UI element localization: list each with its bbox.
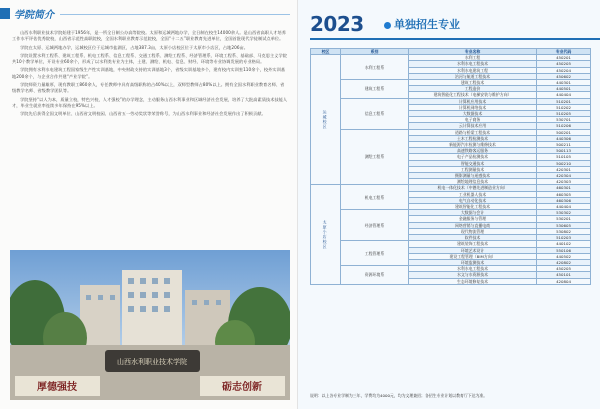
major-code-cell: 530701 (537, 117, 591, 123)
major-code-cell: 420804 (537, 278, 591, 284)
major-code-cell: 500201 (537, 129, 591, 135)
major-code-cell: 450201 (537, 55, 591, 61)
major-code-cell: 450204 (537, 67, 591, 73)
intro-text (12, 30, 288, 120)
major-code-cell: 500211 (537, 142, 591, 148)
bullet-icon (384, 22, 391, 29)
major-name-cell: 工程测量技术 (409, 166, 537, 172)
banner-left: 厚德强技 (37, 382, 77, 393)
major-code-cell: 440306 (537, 135, 591, 141)
department-cell: 信息工程系 (341, 98, 409, 129)
major-code-cell: 530201 (537, 216, 591, 222)
campus-cell: 运城校区 (311, 55, 341, 185)
department-cell: 测绘工程系 (341, 129, 409, 185)
left-page (0, 0, 298, 409)
major-code-cell: 440102 (537, 241, 591, 247)
major-code-cell: 440404 (537, 204, 591, 210)
major-code-cell: 450101 (537, 272, 591, 278)
right-page (298, 0, 600, 409)
major-code-cell: 510201 (537, 98, 591, 104)
header-campus: 校区 (311, 49, 341, 55)
major-code-cell: 550106 (537, 247, 591, 253)
admission-header (306, 10, 596, 40)
department-cell: 资源环境系 (341, 266, 409, 285)
header-bar-icon (0, 8, 10, 19)
major-name-cell: 智能交通技术 (409, 160, 537, 166)
department-cell: 经济管理系 (341, 210, 409, 241)
major-name-cell: 机电一体化技术（中德先进制造业方向） (409, 185, 537, 191)
header-underline (310, 38, 600, 40)
major-code-cell: 510206 (537, 123, 591, 129)
major-code-cell: 500210 (537, 160, 591, 166)
major-name-cell: 生态环境修复技术 (409, 278, 537, 284)
stone-text: 山西水利职业技术学院 (117, 358, 187, 366)
major-name-cell: 软件技术 (409, 235, 537, 241)
major-name-cell: 建筑智能化工程技术（电梯安装与维护方向） (409, 92, 537, 98)
intro-paragraph: 学院坚持“以人为本，质量立校，特色兴校，人才强校”的办学理念，主动服务山西水利事业和区域经济社会发展，培养了大批高素质技术技能人才，毕业生就业率连续多年保持在95%以上。 (12, 96, 288, 108)
major-code-cell: 420301 (537, 166, 591, 172)
major-name-cell: 现代物流管理 (409, 228, 537, 234)
major-name-cell: 电子产品检测技术 (409, 154, 537, 160)
intro-paragraph: 山西水利职业技术学院始建于1956年，是一所全日制公办高等院校。太原和运城两地办学，全日制在校生14000余人。是山西省高职人才培养工作水平评估优秀院校，山西省示范性高职院校，全国水利职业教育示范院校，全国“十二五”职业教育先进单位，全国首批现代学徒制试点单位。 (12, 30, 286, 42)
intro-paragraph: 学院师资力量雄厚，现有教职工860余人，专任教师中具有高级职称的占40%以上，双师型教师占80%以上。拥有全国水利职业教育名师、省级教学名师、省级教学团队等。 (12, 82, 285, 94)
intro-paragraph: 学院拥有水利水电建筑工程国家级生产性实训基地，中央财政支持的实训基地3个，省级实训基地多个，建有校内实训室110余个，校外实训基地200余个，与企业合作共建“产业学院”。 (12, 67, 286, 79)
major-name-cell: 水利水电建筑工程 (409, 67, 537, 73)
major-name-cell: 环境监测技术 (409, 259, 537, 265)
major-name-cell: 建设工程管理（BIM方向） (409, 253, 537, 259)
major-code-cell: 440404 (537, 92, 591, 98)
year-label: 2023 (310, 12, 364, 36)
major-name-cell: 高速铁路客运服务 (409, 148, 537, 154)
major-name-cell: 治河与航道工程技术 (409, 73, 537, 79)
admission-title: 单独招生专业 (394, 18, 460, 31)
major-name-cell: 金融服务与管理 (409, 216, 537, 222)
campus-photo-illustration (10, 250, 290, 400)
major-name-cell: 摄影测量与遥感技术 (409, 173, 537, 179)
header-code: 专业代码 (537, 49, 591, 55)
major-name-cell: 新能源汽车检测与维修技术 (409, 142, 537, 148)
major-code-cell: 460301 (537, 185, 591, 191)
major-code-cell: 440501 (537, 86, 591, 92)
major-name-cell: 建筑智能化工程技术 (409, 204, 537, 210)
major-name-cell: 大数据技术 (409, 111, 537, 117)
major-code-cell: 460305 (537, 191, 591, 197)
major-name-cell: 土木工程检测技术 (409, 135, 537, 141)
major-code-cell: 450205 (537, 61, 591, 67)
major-name-cell: 测绘地理信息技术 (409, 179, 537, 185)
department-cell: 水利工程系 (341, 55, 409, 80)
major-name-cell: 电气自动化技术 (409, 197, 537, 203)
major-name-cell: 云计算技术应用 (409, 123, 537, 129)
major-name-cell: 电子商务 (409, 117, 537, 123)
major-code-cell: 510202 (537, 104, 591, 110)
major-name-cell: 计算机应用技术 (409, 98, 537, 104)
major-name-cell: 计算机网络技术 (409, 104, 537, 110)
major-name-cell: 网络营销与直播电商 (409, 222, 537, 228)
footnote: 说明：以上各专业学制为三年，学费均为4000元，均为文理兼招；各招生专业计划以教育厅下达为准。 (310, 393, 488, 398)
major-code-cell: 530802 (537, 228, 591, 234)
department-cell: 建筑工程系 (341, 80, 409, 99)
banner-right: 砺志创新 (222, 382, 262, 393)
major-code-cell: 510105 (537, 154, 591, 160)
department-cell: 工程管理系 (341, 241, 409, 266)
major-name-cell: 大数据与会计 (409, 210, 537, 216)
major-code-cell: 450602 (537, 73, 591, 79)
major-name-cell: 工业机器人技术 (409, 191, 537, 197)
section-title: 学院简介 (14, 10, 54, 21)
header-major: 专业名称 (409, 49, 537, 55)
intro-paragraph: 学院先后获得全国文明单位、山西省文明校园、山西省五一劳动奖状等荣誉称号，为山西水利事业和经济社会发展作出了积极贡献。 (20, 111, 266, 117)
major-name-cell: 建筑工程技术 (409, 80, 537, 86)
major-name-cell: 环境艺术设计 (409, 247, 537, 253)
major-code-cell: 510205 (537, 111, 591, 117)
major-code-cell: 440301 (537, 80, 591, 86)
major-name-cell: 水文与水资源技术 (409, 272, 537, 278)
major-name-cell: 水利水电工程技术 (409, 266, 537, 272)
major-code-cell: 510203 (537, 235, 591, 241)
major-code-cell: 420303 (537, 179, 591, 185)
major-name-cell: 建筑装饰工程技术 (409, 241, 537, 247)
major-code-cell: 440502 (537, 253, 591, 259)
section-header (0, 6, 298, 22)
major-code-cell: 420802 (537, 259, 591, 265)
majors-table (310, 48, 591, 285)
major-code-cell: 420304 (537, 173, 591, 179)
header-department: 系别 (341, 49, 409, 55)
major-code-cell: 450205 (537, 266, 591, 272)
major-code-cell: 460306 (537, 197, 591, 203)
major-code-cell: 500113 (537, 148, 591, 154)
major-name-cell: 水利水电工程技术 (409, 61, 537, 67)
header-divider (60, 14, 290, 15)
intro-paragraph: 学院设置水利工程系、建筑工程系、机电工程系、信息工程系、交通工程系、测绘工程系、经济管理系、环境工程系、基础部、马克思主义学院共10个教学单位，开设专业60余个，形成了以水利类专业为主体，土建、测绘、机电、信息、财经、环境等专业协调发展的专业格局。 (12, 52, 287, 65)
major-name-cell: 工程造价 (409, 86, 537, 92)
major-code-cell: 530605 (537, 222, 591, 228)
intro-paragraph: 学院在太原、运城两地办学，运城校区位于运城市盐湖区，占地387.3亩，太原小店校区位于太原市小店区，占地206亩。 (20, 44, 249, 50)
campus-photo (10, 250, 290, 400)
campus-cell: 太原小店校区 (311, 185, 341, 284)
major-code-cell: 530302 (537, 210, 591, 216)
department-cell: 机电工程系 (341, 185, 409, 210)
major-name-cell: 道路与桥梁工程技术 (409, 129, 537, 135)
major-name-cell: 水利工程 (409, 55, 537, 61)
